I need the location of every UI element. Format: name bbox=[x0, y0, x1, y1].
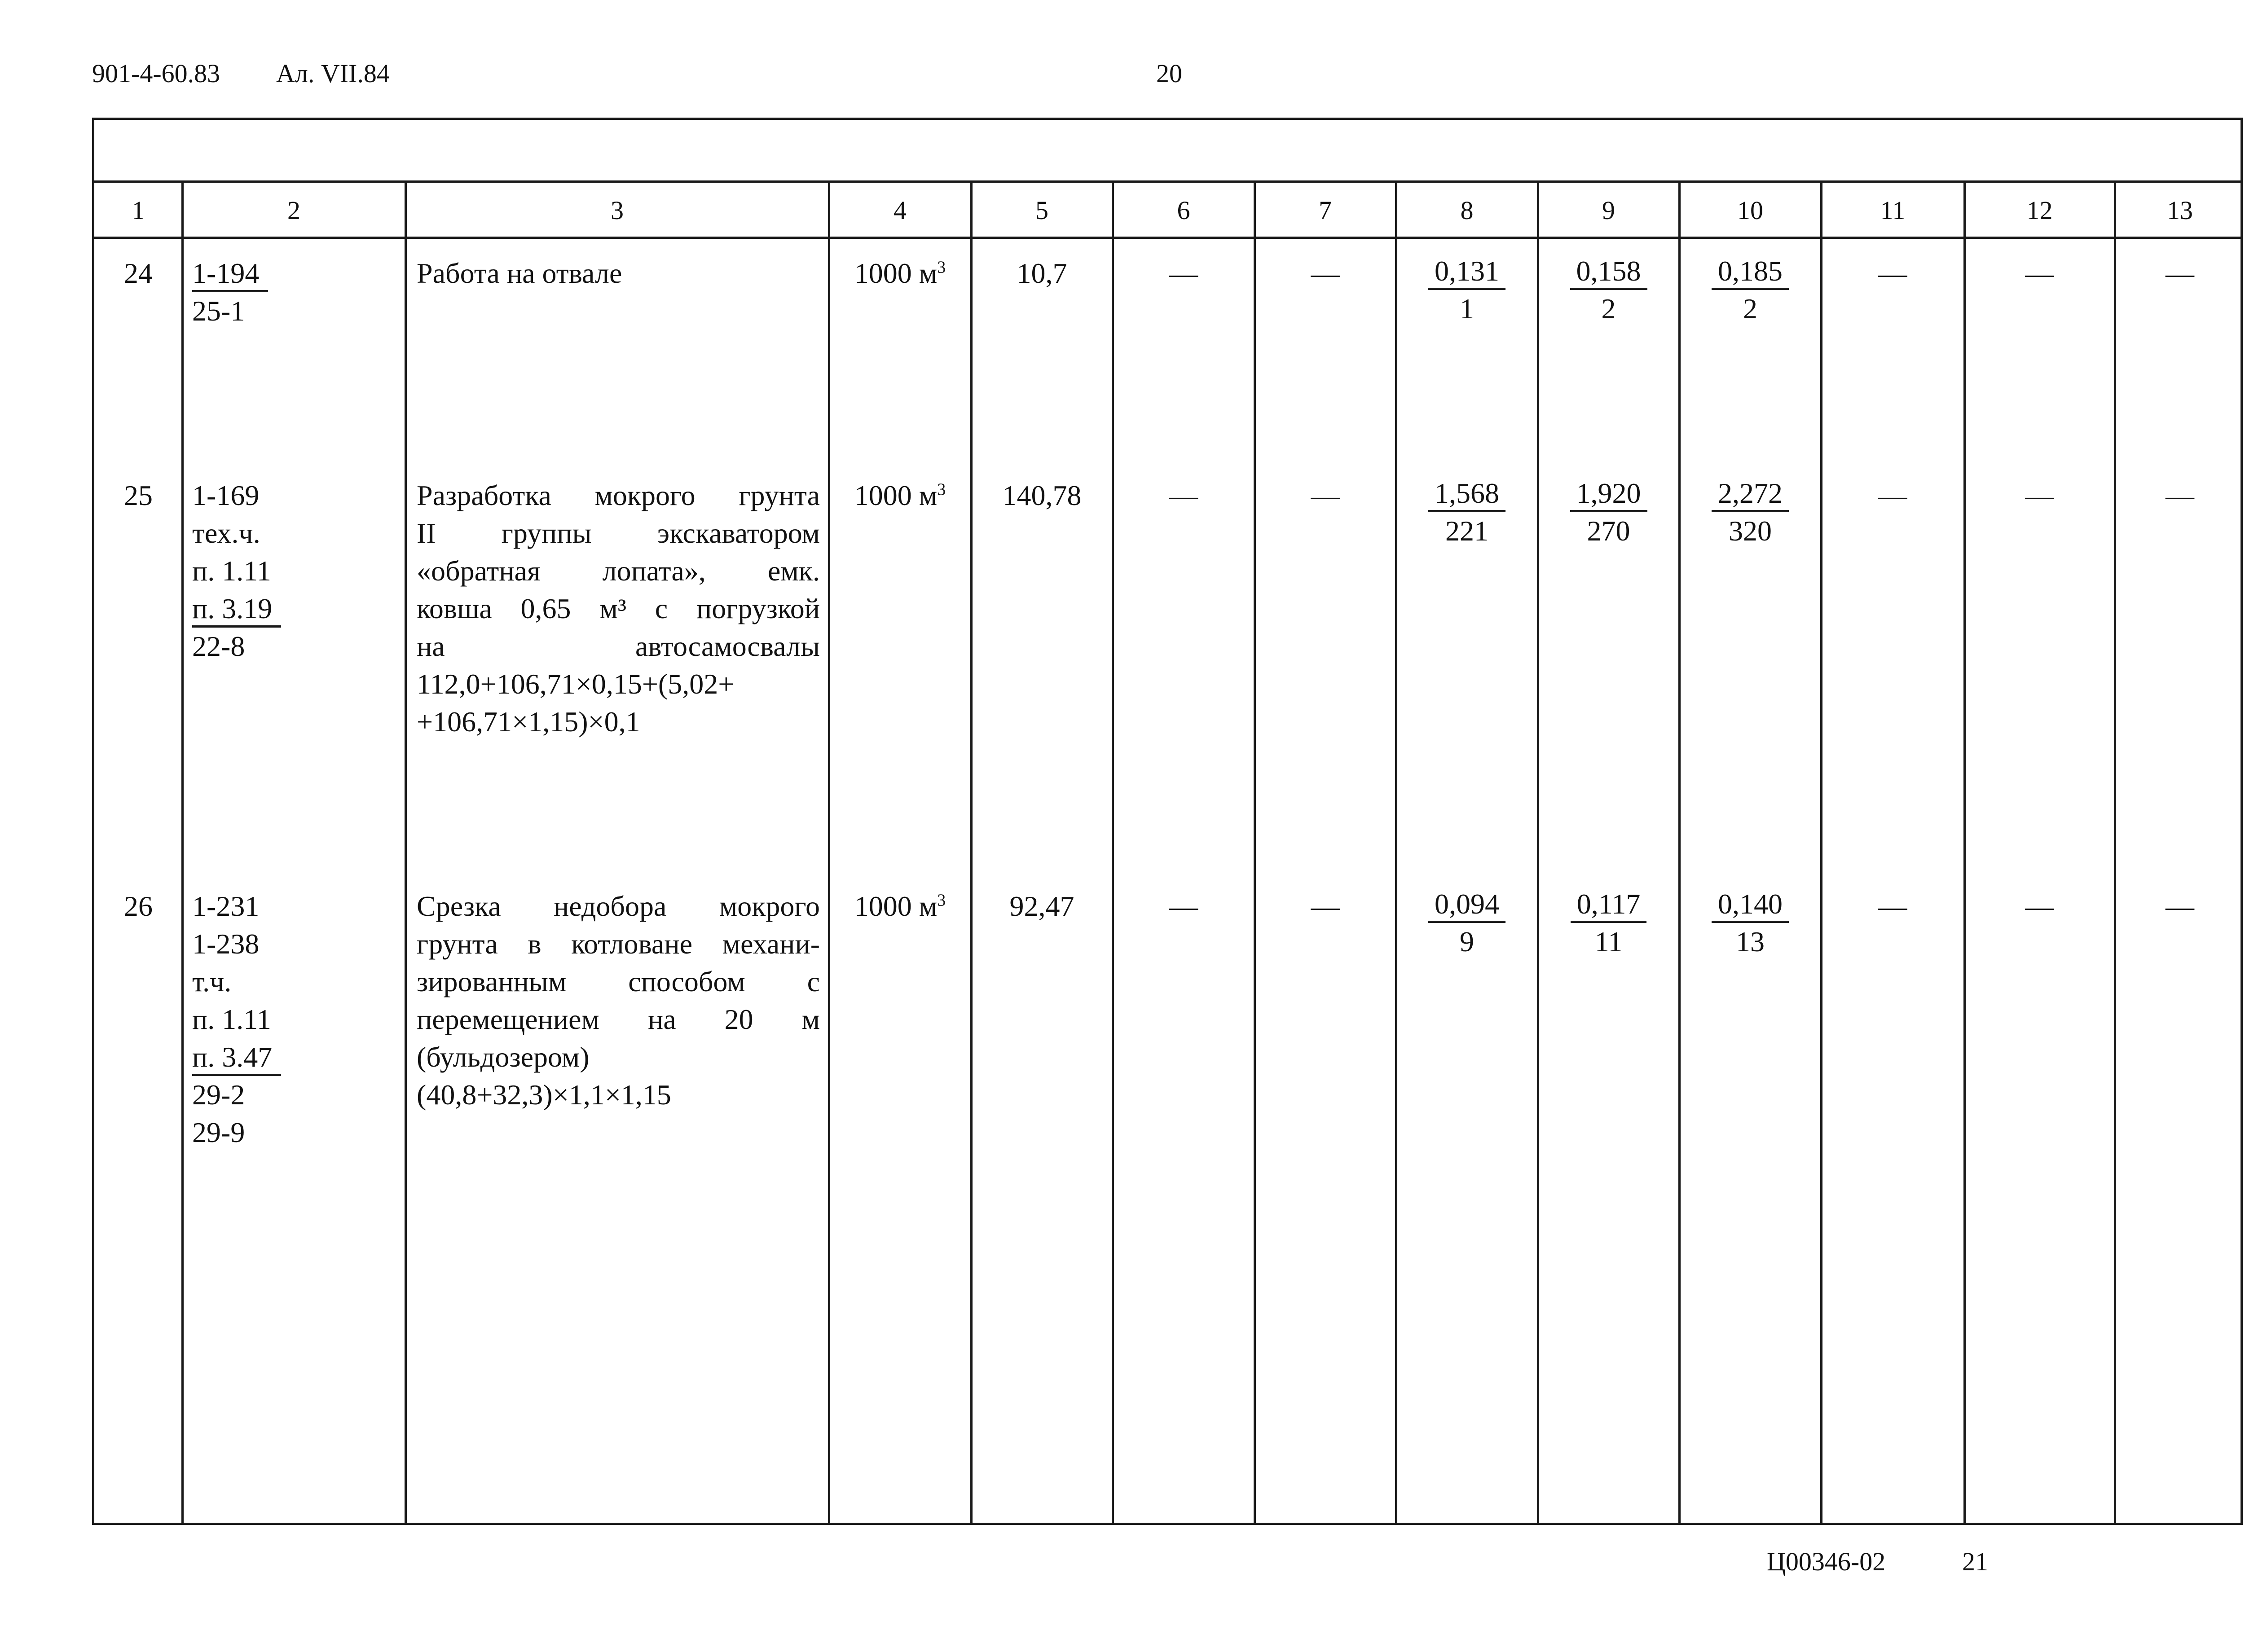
work-description-line: +106,71×1,15)×0,1 bbox=[417, 706, 640, 738]
norm-reference-text: п. 3.47 bbox=[192, 1041, 281, 1076]
fraction-value-col9 bbox=[1538, 477, 1679, 550]
norm-reference-line bbox=[192, 255, 401, 292]
column-header-4: 4 bbox=[894, 195, 907, 225]
norm-reference bbox=[192, 888, 401, 1151]
empty-value-dash: — bbox=[2166, 890, 2194, 922]
quantity: 10,7 bbox=[1017, 257, 1067, 289]
norm-reference-text: 29-9 bbox=[192, 1116, 245, 1148]
column-divider bbox=[1112, 183, 1114, 1523]
column-divider bbox=[828, 183, 830, 1523]
column-header-9: 9 bbox=[1602, 195, 1615, 225]
fraction bbox=[1712, 255, 1789, 328]
work-description-line: (бульдозером) bbox=[417, 1041, 590, 1073]
fraction bbox=[1712, 477, 1789, 550]
fraction-value-col10 bbox=[1679, 255, 1821, 328]
work-description-line: II группы экскаватором bbox=[417, 517, 820, 549]
work-description-line: «обратная лопата», емк. bbox=[417, 555, 820, 587]
empty-value-dash: — bbox=[2166, 257, 2194, 289]
fraction-value-col8 bbox=[1396, 888, 1538, 961]
fraction bbox=[1428, 888, 1505, 961]
unit-text: 1000 м bbox=[854, 890, 938, 922]
norm-reference-text: п. 3.19 bbox=[192, 592, 281, 628]
norm-reference-line bbox=[192, 1114, 401, 1151]
norm-reference-text: 1-194 bbox=[192, 257, 268, 292]
norm-reference-text: т.ч. bbox=[192, 966, 232, 997]
norm-reference-line bbox=[192, 552, 401, 590]
norm-reference-line bbox=[192, 1001, 401, 1038]
empty-value-dash: — bbox=[2166, 479, 2194, 511]
work-description-line: (40,8+32,3)×1,1×1,15 bbox=[417, 1079, 671, 1111]
norm-reference-text: 1-238 bbox=[192, 928, 260, 960]
column-divider bbox=[2114, 183, 2116, 1523]
fraction-value-col8 bbox=[1396, 477, 1538, 550]
unit-text: 1000 м bbox=[854, 257, 938, 289]
fraction-value-col9 bbox=[1538, 255, 1679, 328]
norm-reference-text: п. 1.11 bbox=[192, 1003, 271, 1035]
empty-value-dash: — bbox=[1311, 479, 1340, 511]
norm-reference-text: 29-2 bbox=[192, 1079, 245, 1111]
empty-value-dash: — bbox=[1311, 890, 1340, 922]
norm-reference bbox=[192, 477, 401, 665]
row-number: 26 bbox=[124, 890, 153, 922]
norm-reference-line bbox=[192, 514, 401, 552]
fraction-numerator: 0,185 bbox=[1712, 255, 1789, 290]
column-divider bbox=[1537, 183, 1539, 1523]
page-number-top: 20 bbox=[1156, 59, 1182, 88]
fraction-denominator: 1 bbox=[1460, 293, 1474, 325]
fraction-denominator: 9 bbox=[1460, 926, 1474, 958]
fraction bbox=[1570, 477, 1647, 550]
document-code: 901-4-60.83 bbox=[92, 59, 220, 88]
page-number-bottom: 21 bbox=[1962, 1547, 1988, 1576]
column-divider bbox=[970, 183, 973, 1523]
work-description-line: Срезка недобора мокрого bbox=[417, 890, 820, 922]
empty-value-dash: — bbox=[2025, 890, 2054, 922]
quantity: 92,47 bbox=[1009, 890, 1074, 922]
fraction-numerator: 0,131 bbox=[1428, 255, 1505, 290]
norm-reference-line bbox=[192, 590, 401, 628]
empty-value-dash: — bbox=[1169, 890, 1198, 922]
quantity: 140,78 bbox=[1002, 479, 1082, 511]
empty-value-dash: — bbox=[1169, 257, 1198, 289]
column-header-7: 7 bbox=[1319, 195, 1332, 225]
column-header-8: 8 bbox=[1460, 195, 1474, 225]
column-header-10: 10 bbox=[1737, 195, 1763, 225]
norm-reference-line bbox=[192, 888, 401, 925]
table-title-band bbox=[94, 120, 2241, 183]
work-description bbox=[417, 477, 820, 741]
column-divider bbox=[1254, 183, 1256, 1523]
fraction bbox=[1428, 255, 1505, 328]
column-divider bbox=[405, 183, 407, 1523]
fraction-denominator: 270 bbox=[1587, 515, 1630, 547]
empty-value-dash: — bbox=[2025, 257, 2054, 289]
work-description-line: перемещением на 20 м bbox=[417, 1003, 820, 1035]
estimate-table bbox=[92, 118, 2243, 1525]
norm-reference-line bbox=[192, 1076, 401, 1114]
column-header-13: 13 bbox=[2167, 195, 2193, 225]
column-divider bbox=[1963, 183, 1966, 1523]
norm-reference-text: 1-169 bbox=[192, 479, 260, 511]
fraction-numerator: 1,920 bbox=[1570, 477, 1647, 512]
fraction bbox=[1571, 888, 1647, 961]
work-description-line: Разработка мокрого грунта bbox=[417, 479, 820, 511]
empty-value-dash: — bbox=[2025, 479, 2054, 511]
empty-value-dash: — bbox=[1878, 479, 1907, 511]
column-header-5: 5 bbox=[1035, 195, 1048, 225]
empty-value-dash: — bbox=[1878, 257, 1907, 289]
fraction-denominator: 13 bbox=[1736, 926, 1765, 958]
column-header-3: 3 bbox=[611, 195, 624, 225]
fraction-denominator: 11 bbox=[1594, 926, 1623, 958]
fraction-value-col9 bbox=[1538, 888, 1679, 961]
empty-value-dash: — bbox=[1878, 890, 1907, 922]
column-divider bbox=[1678, 183, 1681, 1523]
norm-reference-text: тех.ч. bbox=[192, 517, 260, 549]
unit-exponent: 3 bbox=[937, 891, 946, 910]
empty-value-dash: — bbox=[1311, 257, 1340, 289]
column-divider bbox=[181, 183, 184, 1523]
column-divider bbox=[1395, 183, 1397, 1523]
fraction-denominator: 320 bbox=[1729, 515, 1772, 547]
norm-reference-text: 25-1 bbox=[192, 295, 245, 327]
work-description-line: ковша 0,65 м³ с погрузкой bbox=[417, 593, 820, 624]
fraction bbox=[1712, 888, 1789, 961]
fraction-denominator: 221 bbox=[1445, 515, 1488, 547]
row-number: 25 bbox=[124, 479, 153, 511]
fraction-value-col8 bbox=[1396, 255, 1538, 328]
work-description-line: 112,0+106,71×0,15+(5,02+ bbox=[417, 668, 735, 700]
fraction-numerator: 0,117 bbox=[1571, 888, 1647, 923]
empty-value-dash: — bbox=[1169, 479, 1198, 511]
fraction bbox=[1570, 255, 1647, 328]
column-header-2: 2 bbox=[287, 195, 300, 225]
column-header-1: 1 bbox=[132, 195, 145, 225]
row-number: 24 bbox=[124, 257, 153, 289]
norm-reference-text: 1-231 bbox=[192, 890, 260, 922]
norm-reference-line bbox=[192, 292, 401, 330]
norm-reference-line bbox=[192, 1038, 401, 1076]
unit-exponent: 3 bbox=[937, 258, 946, 277]
norm-reference-text: п. 1.11 bbox=[192, 555, 271, 587]
work-description-line: грунта в котловане механи- bbox=[417, 928, 820, 960]
fraction-denominator: 2 bbox=[1743, 293, 1757, 325]
fraction-numerator: 0,094 bbox=[1428, 888, 1505, 923]
column-header-12: 12 bbox=[2026, 195, 2053, 225]
unit-text: 1000 м bbox=[854, 479, 938, 511]
norm-reference-text: 22-8 bbox=[192, 630, 245, 662]
fraction-numerator: 0,158 bbox=[1570, 255, 1647, 290]
norm-reference-line bbox=[192, 477, 401, 514]
unit-of-measure bbox=[829, 255, 971, 292]
column-divider bbox=[1820, 183, 1822, 1523]
norm-reference-line bbox=[192, 925, 401, 963]
work-description-line: зированным способом с bbox=[417, 966, 820, 997]
norm-reference-line bbox=[192, 628, 401, 665]
sheet-label: Ал. VII.84 bbox=[276, 59, 390, 88]
stamp-code: Ц00346-02 bbox=[1767, 1547, 1886, 1576]
fraction-numerator: 1,568 bbox=[1428, 477, 1505, 512]
fraction-value-col10 bbox=[1679, 477, 1821, 550]
unit-exponent: 3 bbox=[937, 480, 946, 499]
work-description bbox=[417, 255, 820, 292]
norm-reference bbox=[192, 255, 401, 330]
fraction-numerator: 0,140 bbox=[1712, 888, 1789, 923]
fraction-numerator: 2,272 bbox=[1712, 477, 1789, 512]
column-header-6: 6 bbox=[1177, 195, 1190, 225]
fraction bbox=[1428, 477, 1505, 550]
norm-reference-line bbox=[192, 963, 401, 1001]
work-description-line: Работа на отвале bbox=[417, 257, 622, 289]
column-header-11: 11 bbox=[1880, 195, 1906, 225]
work-description-line: на автосамосвалы bbox=[417, 630, 820, 662]
fraction-denominator: 2 bbox=[1601, 293, 1616, 325]
unit-of-measure bbox=[829, 888, 971, 925]
fraction-value-col10 bbox=[1679, 888, 1821, 961]
unit-of-measure bbox=[829, 477, 971, 514]
work-description bbox=[417, 888, 820, 1114]
